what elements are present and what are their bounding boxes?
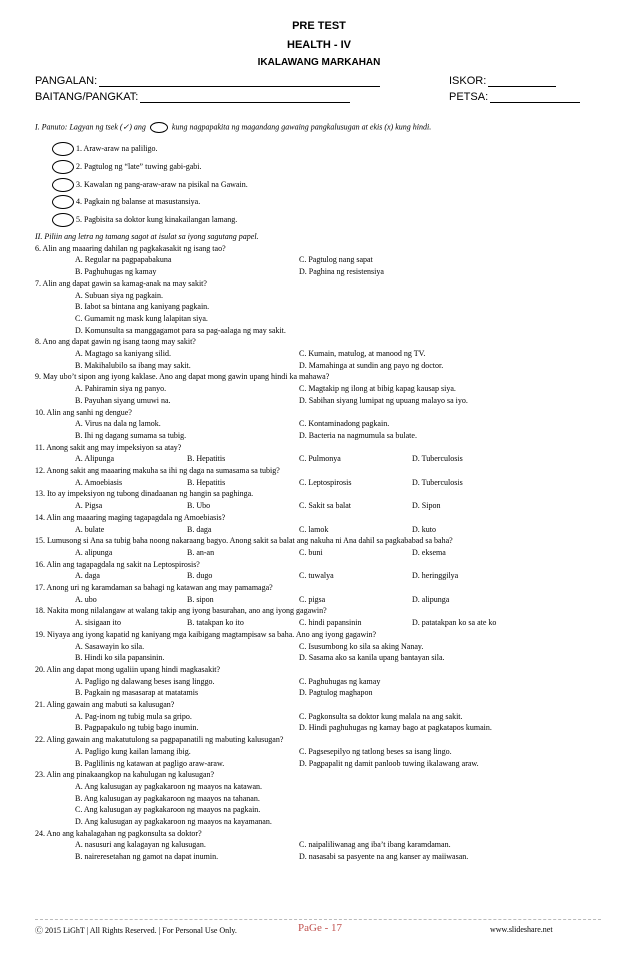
answer-choice: D. Mamahinga at sundin ang payo ng doctor.	[299, 360, 444, 370]
answer-choice: B. Makihalubilo sa ibang may sakit.	[75, 360, 191, 370]
answer-choice: D. Bacteria na nagmumula sa bulate.	[299, 430, 417, 440]
name-field	[35, 75, 380, 87]
answer-choice: C. naipaliliwanag ang iba’t ibang karamdaman.	[299, 840, 451, 850]
answer-choice: D. Sipon	[412, 501, 441, 511]
answer-choice: C. lamok	[299, 524, 329, 534]
answer-choice: A. Subuan siya ng pagkain.	[75, 290, 163, 300]
answer-choice: C. Isusumbong ko sila sa aking Nanay.	[299, 641, 424, 651]
question-text: 9. May ubo’t sipon ang iyong kaklase. Ano ang dapat mong gawin upang hindi ka mahawa?	[35, 372, 330, 382]
question-text: 19. Niyaya ang iyong kapatid ng kaniyang mga kaibigang magtampisaw sa baha. Ano ang iyong gagawin?	[35, 629, 377, 639]
question-text: 20. Alin ang dapat mong ugaliin upang hindi magkasakit?	[35, 664, 221, 674]
answer-choice: D. Pagpapalit ng damit panloob tuwing ikalawang araw.	[299, 758, 479, 768]
answer-choice: D. kuto	[412, 524, 436, 534]
answer-choice: A. Pahiramin siya ng panyo.	[75, 384, 167, 394]
answer-choice: A. Virus na dala ng lamok.	[75, 419, 161, 429]
question-text: 15. Lumusong si Ana sa tubig baha noong nakaraang bagyo. Anong sakit sa balat ang nakuha ni Ana dahil sa pagkababad sa baha?	[35, 536, 453, 546]
answer-choice: B. Hepatitis	[187, 477, 226, 487]
footer-divider	[35, 919, 601, 920]
answer-choice: A. bulate	[75, 524, 105, 534]
answer-choice: B. Ang kalusugan ay pagkakaroon ng maayos na tahanan.	[75, 793, 260, 803]
answer-choice: C. Pulmonya	[299, 454, 341, 464]
footer-copyright: Ⓒ 2015 LiGhT | All Rights Reserved. | For Personal Use Only.	[35, 926, 237, 935]
answer-choice: A. Pagligo kung kailan lamang ibig.	[75, 746, 191, 756]
answer-choice: B. Hindi ko sila papansinin.	[75, 653, 165, 663]
answer-choice: A. Magtago sa kaniyang silid.	[75, 349, 171, 358]
part1-instruction-a: I. Panuto: Lagyan ng tsek (✓) ang	[35, 122, 146, 132]
answer-choice: A. sisigaan ito	[75, 618, 121, 628]
answer-choice: C. Kumain, matulog, at manood ng TV.	[299, 349, 426, 358]
answer-choice: D. Tuberculosis	[412, 477, 463, 487]
answer-choice: C. Pagtulog nang sapat	[299, 255, 373, 265]
answer-choice: D. eksema	[412, 547, 446, 557]
answer-choice: C. Leptospirosis	[299, 477, 352, 487]
answer-choice: B. Paglilinis ng katawan at pagligo araw-araw.	[75, 758, 225, 768]
answer-choice: B. Payuhan siyang umuwi na.	[75, 395, 171, 405]
answer-oval[interactable]	[52, 195, 74, 209]
answer-choice: A. ubo	[75, 594, 97, 604]
question-text: 10. Alin ang sanhi ng dengue?	[35, 407, 132, 417]
question-text: 23. Alin ang pinakaangkop na kahulugan ng kalusugan?	[35, 770, 215, 780]
answer-choice: C. Kontaminadong pagkain.	[299, 419, 390, 429]
answer-choice: C. pigsa	[299, 594, 326, 604]
date-label: PETSA:	[449, 91, 489, 103]
answer-choice: D. Pagtulog maghapon	[299, 688, 373, 698]
answer-choice: C. hindi papansinin	[299, 618, 362, 628]
answer-choice: A. Sasawayin ko sila.	[75, 641, 145, 651]
tf-item-text: 2. Pagtulog ng “late” tuwing gabi-gabi.	[76, 162, 202, 171]
title-quarter: IKALAWANG MARKAHAN	[257, 57, 381, 68]
answer-choice: B. Hepatitis	[187, 454, 226, 464]
answer-oval[interactable]	[52, 178, 74, 192]
answer-choice: B. Paghuhugas ng kamay	[75, 267, 157, 277]
part2-instruction: II. Piliin ang letra ng tamang sagot at isulat sa iyong sagutang papel.	[35, 232, 259, 241]
answer-choice: C. Paghuhugas ng kamay	[299, 676, 381, 686]
answer-choice: A. Ang kalusugan ay pagkakaroon ng maayos na katawan.	[75, 781, 263, 791]
question-text: 18. Nakita mong nilalangaw at walang takip ang iyong basurahan, ano ang iyong gagawin?	[35, 606, 327, 616]
answer-choice: B. Ubo	[187, 501, 211, 511]
question-text: 12. Anong sakit ang maaaring makuha sa ihi ng daga na sumasama sa tubig?	[35, 466, 280, 475]
answer-choice: B. an-an	[187, 547, 215, 557]
answer-choice: B. Pagpapakulo ng tubig bago inumin.	[75, 723, 199, 733]
answer-oval[interactable]	[52, 142, 74, 156]
answer-choice: D. alipunga	[412, 594, 450, 604]
grade-section-label: BAITANG/PANGKAT:	[35, 91, 139, 103]
question-text: 11. Anong sakit ang may impeksiyon sa atay?	[35, 442, 182, 452]
score-blank[interactable]	[488, 75, 556, 87]
answer-choice: A. Amoebiasis	[75, 477, 123, 487]
part1-instruction-b: kung nagpapakita ng magandang gawaing pangkalusugan at ekis (x) kung hindi.	[171, 122, 432, 132]
answer-choice: C. Gumamit ng mask kung lalapitan siya.	[75, 313, 208, 323]
answer-choice: D. Hindi paghuhugas ng kamay bago at pagkatapos kumain.	[299, 723, 492, 733]
score-label: ISKOR:	[449, 75, 487, 87]
answer-choice: C. Magtakip ng ilong at bibig kapag kausap siya.	[299, 384, 456, 394]
question-text: 21. Aling gawain ang mabuti sa kalusugan?	[35, 700, 175, 709]
answer-choice: A. alipunga	[75, 547, 113, 557]
answer-choice: D. patatakpan ko sa ate ko	[412, 618, 497, 628]
answer-choice: D. Sasama ako sa kanila upang bantayan sila.	[299, 653, 445, 663]
title-subject: HEALTH - IV	[287, 39, 351, 51]
answer-oval[interactable]	[52, 160, 74, 174]
date-field	[449, 91, 580, 103]
answer-choice: B. Pagkain ng masasarap at matatamis	[75, 688, 199, 698]
answer-choice: A. Pigsa	[75, 501, 103, 511]
footer-page-number: PaGe - 17	[298, 922, 342, 934]
answer-choice: C. Pagkonsulta sa doktor kung malala na ang sakit.	[299, 711, 463, 721]
answer-choice: A. daga	[75, 571, 100, 581]
tf-item-text: 5. Pagbisita sa doktor kung kinakailangan lamang.	[76, 215, 238, 224]
answer-choice: D. nasasabi sa pasyente na ang kanser ay maiiwasan.	[299, 852, 469, 862]
answer-choice: A. Pag-inom ng tubig mula sa gripo.	[75, 711, 192, 721]
oval-icon	[150, 122, 168, 133]
answer-choice: B. dugo	[187, 571, 213, 581]
question-text: 6. Alin ang maaaring dahilan ng pagkakasakit ng isang tao?	[35, 243, 226, 253]
answer-choice: D. Komunsulta sa manggagamot para sa pag-aalaga ng may sakit.	[75, 325, 286, 335]
answer-choice: A. nasusuri ang kalagayan ng kalusugan.	[75, 840, 206, 850]
question-text: 17. Anong uri ng karamdaman sa bahagi ng katawan ang may pamamaga?	[35, 583, 273, 592]
footer-site: www.slideshare.net	[490, 925, 553, 934]
grade-section-blank[interactable]	[140, 91, 350, 103]
answer-choice: C. tuwalya	[299, 571, 334, 581]
name-blank[interactable]	[99, 75, 380, 87]
answer-choice: C. buni	[299, 547, 323, 557]
question-text: 14. Alin ang maaaring maging tagapagdala ng Amoebiasis?	[35, 512, 226, 522]
grade-section-field	[35, 91, 350, 103]
answer-choice: D. heringgilya	[412, 571, 459, 581]
title-pretest: PRE TEST	[292, 20, 346, 32]
answer-choice: D. Ang kalusugan ay pagkakaroon ng maayos na kayamanan.	[75, 817, 272, 826]
question-text: 8. Ano ang dapat gawin ng isang taong may sakit?	[35, 337, 196, 347]
answer-choice: C. Ang kalusugan ay pagkakaroon ng maayos na pagkain.	[75, 805, 261, 815]
answer-choice: C. Sakit sa balat	[299, 501, 351, 511]
part1-instruction	[35, 122, 431, 133]
date-blank[interactable]	[490, 91, 580, 103]
answer-choice: B. Ihi ng dagang sumama sa tubig.	[75, 430, 187, 440]
answer-choice: D. Paghina ng resistensiya	[299, 267, 384, 277]
answer-oval[interactable]	[52, 213, 74, 227]
answer-choice: B. Iabot sa bintana ang kaniyang pagkain.	[75, 302, 210, 312]
answer-choice: B. sipon	[187, 594, 214, 604]
question-text: 16. Alin ang tagapagdala ng sakit na Leptospirosis?	[35, 559, 200, 569]
answer-choice: D. Tuberculosis	[412, 454, 463, 464]
answer-choice: A. Pagligo ng dalawang beses isang linggo.	[75, 676, 215, 686]
answer-choice: B. daga	[187, 524, 212, 534]
tf-item-text: 1. Araw-araw na paliligo.	[76, 144, 158, 153]
question-text: 22. Aling gawain ang makatutulong sa pagpapanatili ng mabuting kalusugan?	[35, 735, 284, 745]
answer-choice: A. Alipunga	[75, 454, 115, 464]
answer-choice: B. naireresetahan ng gamot na dapat inumin.	[75, 852, 219, 862]
answer-choice: A. Regular na pagpapabakuna	[75, 255, 172, 265]
tf-item-text: 3. Kawalan ng pang-araw-araw na pisikal na Gawain.	[76, 180, 248, 189]
answer-choice: C. Pagsesepilyo ng tatlong beses sa isang lingo.	[299, 746, 452, 756]
answer-choice: B. tatakpan ko ito	[187, 618, 244, 628]
answer-choice: D. Sabihan siyang lumipat ng upuang malayo sa iyo.	[299, 395, 468, 405]
question-text: 13. Ito ay impeksiyon ng tubong dinadaanan ng hangin sa paghinga.	[35, 489, 254, 499]
question-text: 24. Ano ang kahalagahan ng pagkonsulta sa doktor?	[35, 828, 202, 838]
name-label: PANGALAN:	[35, 75, 98, 87]
question-text: 7. Alin ang dapat gawin sa kamag-anak na may sakit?	[35, 278, 207, 288]
tf-item-text: 4. Pagkain ng balanse at masustansiya.	[76, 197, 201, 206]
score-field	[449, 75, 556, 87]
